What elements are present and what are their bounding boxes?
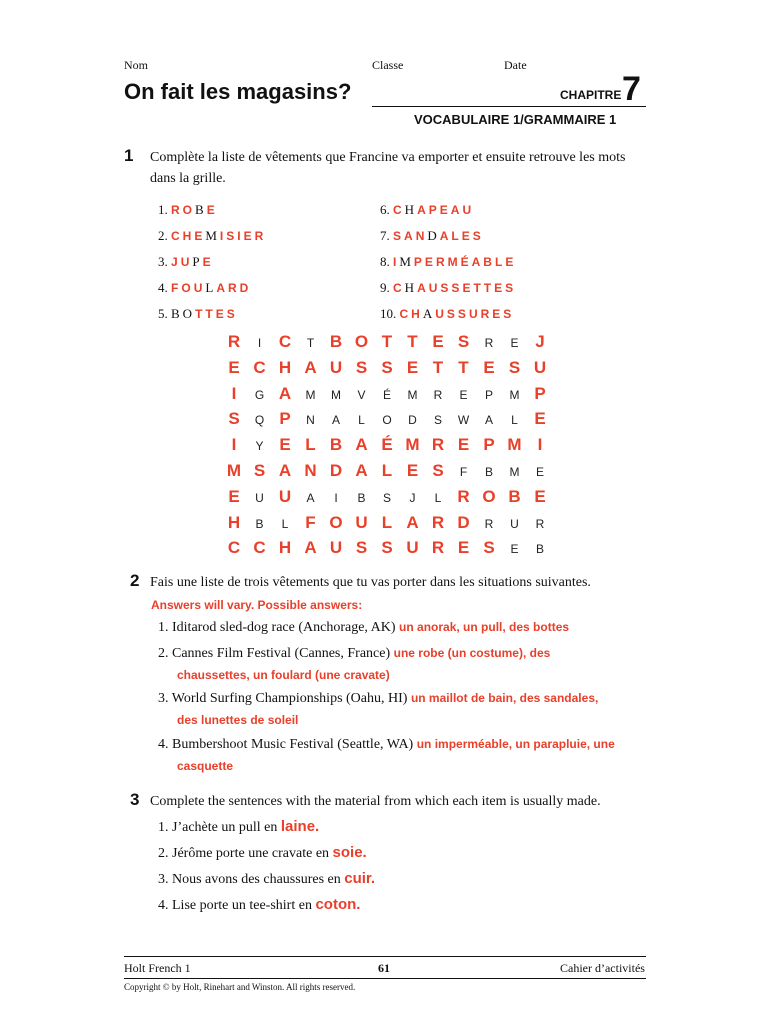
vocab-item [380, 280, 516, 296]
chapter-label: CHAPITRE [560, 88, 622, 102]
grid-cell[interactable]: L [358, 413, 365, 428]
vocab-item-number: 2. [158, 228, 171, 243]
vocab-item-number: 1. [158, 202, 171, 217]
grid-cell[interactable]: U [533, 357, 547, 377]
vocab-letter: U [435, 307, 447, 321]
item-answer[interactable]: un maillot de bain, des sandales, [410, 691, 599, 705]
item-number: 4. [158, 898, 169, 913]
vocab-letter: E [424, 255, 436, 269]
item-text: Lise porte un tee-shirt en [172, 898, 312, 913]
grid-cell[interactable]: A [331, 413, 340, 428]
grid-cell[interactable]: U [278, 486, 292, 506]
grid-cell[interactable]: H [278, 357, 292, 377]
footer-book-title: Holt French 1 [124, 961, 191, 975]
vocab-item-word[interactable] [393, 203, 474, 217]
vocab-item-word[interactable] [393, 229, 484, 243]
item-number: 4. [158, 737, 169, 752]
vocab-letter: R [480, 307, 493, 321]
section-1-instruction-line1: Complète la liste de vêtements que Francine va emporter et ensuite retrouve les mots [150, 150, 626, 165]
vocab-item-number: 3. [158, 254, 171, 269]
grid-cell[interactable]: M [509, 387, 520, 402]
grid-cell[interactable]: E [534, 486, 546, 506]
vocab-item-number: 9. [380, 280, 393, 295]
vocab-item [380, 306, 514, 322]
vocab-item-number: 6. [380, 202, 393, 217]
chapter-number: 7 [622, 70, 641, 108]
grid-cell[interactable]: L [305, 435, 316, 455]
grid-cell[interactable]: T [432, 357, 444, 377]
grid-cell[interactable]: F [305, 512, 316, 532]
vocab-letter: E [439, 203, 451, 217]
grid-cell[interactable]: R [535, 516, 545, 531]
vocab-item [380, 228, 484, 244]
vocab-letter: M [205, 228, 220, 243]
footer-workbook: Cahier d’activités [560, 961, 645, 975]
grid-cell[interactable]: E [228, 486, 240, 506]
vocab-letter: E [492, 307, 504, 321]
grid-cell[interactable]: E [510, 336, 519, 350]
grid-cell[interactable]: C [227, 538, 241, 558]
list-item [158, 691, 598, 707]
item-answer[interactable]: laine. [280, 818, 320, 835]
vocab-letter: I [393, 255, 400, 269]
grid-cell[interactable]: L [381, 461, 393, 480]
vocab-letter: O [182, 306, 196, 321]
grid-cell[interactable]: I [537, 435, 543, 455]
grid-cell[interactable]: S [433, 413, 442, 428]
section-3-number: 3 [130, 790, 140, 809]
grid-cell[interactable]: W [457, 413, 470, 428]
vocab-letter: H [182, 229, 195, 243]
vocab-item-number: 8. [380, 254, 393, 269]
vocab-item-number: 5. [158, 306, 171, 321]
vocab-letter: I [219, 229, 227, 243]
grid-cell[interactable]: S [457, 332, 470, 351]
vocab-item [380, 254, 516, 270]
grid-cell[interactable]: R [431, 435, 445, 455]
vocab-letter: F [171, 281, 182, 295]
grid-cell[interactable]: P [484, 387, 493, 402]
grid-cell[interactable]: O [329, 512, 343, 532]
grid-cell[interactable]: S [355, 357, 368, 377]
grid-cell[interactable]: P [279, 409, 291, 429]
grid-cell[interactable]: A [355, 435, 368, 455]
grid-cell[interactable]: E [510, 542, 519, 557]
footer-rule [124, 956, 646, 957]
list-item [158, 870, 375, 888]
grid-cell[interactable]: L [281, 516, 289, 531]
grid-cell[interactable]: B [329, 435, 343, 455]
grid-cell[interactable]: M [407, 387, 418, 402]
vocab-letter: R [435, 255, 448, 269]
vocab-item-word[interactable] [171, 307, 238, 321]
grid-cell[interactable]: O [482, 486, 496, 506]
grid-cell[interactable]: E [406, 461, 419, 480]
vocab-letter: E [215, 307, 227, 321]
grid-cell[interactable]: T [306, 336, 315, 350]
vocab-item-number: 10. [380, 306, 400, 321]
grid-cell[interactable]: A [304, 357, 317, 377]
vocab-letter: E [494, 281, 506, 295]
grid-cell[interactable]: S [382, 490, 391, 505]
grid-cell[interactable]: S [381, 357, 393, 377]
grid-cell[interactable]: E [228, 357, 240, 377]
grid-cell[interactable]: D [457, 512, 470, 532]
section-1-number: 1 [124, 146, 134, 165]
grid-cell[interactable]: B [484, 465, 493, 479]
vocab-item-number: 7. [380, 228, 393, 243]
vocab-letter: A [422, 306, 436, 321]
vocab-letter: R [254, 229, 267, 243]
grid-cell[interactable]: R [484, 516, 494, 531]
grid-cell[interactable]: T [381, 332, 393, 351]
copyright-rule [124, 978, 646, 979]
grid-cell[interactable]: R [484, 336, 494, 350]
vocab-letter: H [404, 202, 418, 217]
vocab-item-word[interactable] [171, 203, 218, 217]
grid-cell[interactable]: T [458, 357, 469, 377]
section-subtitle: VOCABULAIRE 1/GRAMMAIRE 1 [414, 112, 617, 127]
grid-cell[interactable]: T [407, 332, 418, 351]
vocab-item-word[interactable] [171, 229, 266, 243]
grid-cell[interactable]: R [431, 538, 445, 558]
copyright-notice: Copyright © by Holt, Rinehart and Winston. All rights reserved. [124, 982, 356, 992]
grid-cell[interactable]: J [535, 332, 545, 351]
grid-cell[interactable]: S [253, 461, 266, 480]
item-number: 2. [158, 646, 169, 661]
vocab-letter: P [192, 254, 203, 269]
grid-cell[interactable]: H [278, 538, 292, 558]
grid-cell[interactable]: M [331, 387, 341, 402]
vocab-letter: N [415, 229, 428, 243]
grid-cell[interactable]: U [329, 357, 343, 377]
vocab-letter: E [462, 281, 474, 295]
vocab-letter: L [494, 255, 506, 269]
grid-cell[interactable]: U [355, 512, 368, 532]
item-number: 3. [158, 691, 169, 706]
section-2-number: 2 [130, 571, 140, 590]
item-answer-continued[interactable]: chaussettes, un foulard (une cravate) [177, 668, 390, 682]
grid-cell[interactable]: Y [255, 439, 264, 454]
grid-cell[interactable]: A [278, 383, 292, 403]
item-text: Nous avons des chaussures en [172, 872, 341, 887]
vocab-letter: M [447, 255, 461, 269]
grid-cell[interactable]: R [433, 387, 443, 402]
grid-cell[interactable]: C [253, 357, 266, 377]
vocab-letter: A [417, 281, 429, 295]
grid-cell[interactable]: É [381, 435, 393, 455]
vocab-item-word[interactable] [393, 255, 516, 269]
grid-cell[interactable]: Q [254, 413, 265, 428]
grid-cell[interactable]: N [304, 461, 317, 480]
vocab-letter: E [206, 203, 218, 217]
vocab-letter: E [505, 255, 517, 269]
vocab-letter: A [471, 255, 484, 269]
vocab-letter: A [439, 229, 452, 243]
grid-cell[interactable]: M [305, 387, 316, 402]
item-number: 1. [158, 820, 169, 835]
grid-cell[interactable]: A [304, 538, 317, 558]
item-answer[interactable]: soie. [332, 844, 367, 861]
grid-cell[interactable]: I [257, 336, 262, 350]
vocab-letter: B [483, 255, 495, 269]
vocab-letter: O [181, 281, 194, 295]
vocab-letter: B [195, 202, 207, 217]
vocab-letter: S [457, 307, 469, 321]
grid-cell[interactable]: E [534, 409, 546, 429]
item-answer-continued[interactable]: casquette [177, 759, 234, 773]
vocab-letter: T [195, 307, 206, 321]
grid-cell[interactable]: S [228, 409, 240, 429]
vocab-item-word[interactable] [171, 255, 214, 269]
vocab-letter: U [428, 281, 441, 295]
vocab-letter: U [468, 307, 481, 321]
grid-cell[interactable]: B [535, 542, 544, 557]
vocab-letter: L [451, 229, 462, 243]
grid-cell[interactable]: O [354, 332, 369, 351]
vocab-letter: S [440, 281, 452, 295]
vocab-letter: S [393, 229, 405, 243]
grid-cell[interactable]: U [406, 538, 419, 558]
item-number: 1. [158, 620, 169, 635]
grid-cell[interactable]: B [357, 490, 366, 505]
grid-cell[interactable]: A [355, 461, 368, 480]
date-label: Date [504, 58, 527, 72]
grid-cell[interactable]: R [227, 332, 241, 351]
grid-cell[interactable]: G [254, 387, 265, 402]
vocab-letter: M [399, 254, 414, 269]
vocab-letter: C [399, 307, 412, 321]
list-item [158, 646, 550, 662]
grid-cell[interactable]: A [306, 490, 315, 505]
vocab-letter: S [446, 307, 458, 321]
vocab-letter: U [180, 255, 193, 269]
grid-cell[interactable]: D [408, 413, 417, 428]
nom-label: Nom [124, 58, 148, 72]
list-item [158, 620, 569, 636]
vocab-letter: E [461, 229, 473, 243]
grid-cell[interactable]: S [355, 538, 368, 558]
vocab-item [158, 228, 266, 244]
grid-cell[interactable]: R [431, 512, 445, 532]
vocab-letter: É [460, 255, 472, 269]
grid-cell[interactable]: S [381, 538, 393, 558]
grid-cell[interactable]: É [382, 387, 391, 402]
vocab-letter: O [182, 203, 196, 217]
section-3-instruction: Complete the sentences with the material from which each item is usually made. [150, 794, 601, 809]
grid-cell[interactable]: P [483, 435, 495, 455]
vocab-item-word[interactable] [171, 281, 251, 295]
grid-cell[interactable]: N [306, 413, 315, 428]
item-answer[interactable]: cuir. [344, 870, 376, 887]
item-answer-continued[interactable]: des lunettes de soleil [177, 713, 299, 727]
vocab-letter: A [404, 229, 416, 243]
vocab-letter: D [427, 228, 440, 243]
grid-cell[interactable]: C [278, 332, 292, 351]
vocab-letter: P [413, 255, 425, 269]
vocab-item [380, 202, 474, 218]
grid-cell[interactable]: E [406, 357, 419, 377]
vocab-letter: S [505, 281, 517, 295]
grid-cell[interactable]: D [329, 461, 343, 480]
vocab-letter: A [450, 203, 463, 217]
vocab-letter: H [404, 280, 418, 295]
grid-cell[interactable]: E [279, 435, 291, 455]
grid-cell[interactable]: B [255, 516, 264, 531]
item-answer[interactable]: coton. [315, 896, 361, 913]
vocab-letter: A [216, 281, 228, 295]
list-item [158, 737, 615, 753]
vocab-letter: E [194, 229, 206, 243]
item-text: J’achète un pull en [172, 820, 278, 835]
grid-cell[interactable]: U [510, 516, 519, 531]
item-text: Jérôme porte une cravate en [172, 846, 330, 861]
grid-cell[interactable]: S [432, 461, 444, 480]
grid-cell[interactable]: M [507, 435, 522, 455]
item-text: Cannes Film Festival (Cannes, France) [172, 646, 391, 661]
grid-cell[interactable]: O [382, 413, 392, 428]
grid-cell[interactable]: A [484, 413, 493, 428]
grid-cell[interactable]: L [434, 490, 442, 505]
grid-cell[interactable]: F [459, 465, 468, 479]
grid-cell[interactable]: I [231, 435, 237, 455]
vocab-letter: S [472, 229, 484, 243]
grid-cell[interactable]: R [457, 486, 470, 506]
header-rule [372, 106, 646, 107]
item-answer[interactable]: une robe (un costume), des [393, 646, 551, 660]
vocab-letter: R [227, 281, 240, 295]
grid-cell[interactable]: E [457, 538, 470, 558]
vocab-letter: S [226, 229, 238, 243]
grid-cell[interactable]: E [459, 387, 468, 402]
grid-cell[interactable]: S [508, 357, 521, 377]
item-answer[interactable]: un imperméable, un parapluie, une [416, 737, 615, 751]
vocab-letter: H [411, 307, 423, 321]
classe-label: Classe [372, 58, 404, 72]
grid-cell[interactable]: U [329, 538, 343, 558]
page-number: 61 [378, 961, 390, 975]
grid-cell[interactable]: C [253, 538, 266, 558]
grid-cell[interactable]: V [357, 387, 366, 402]
grid-cell[interactable]: A [278, 461, 292, 480]
grid-cell[interactable]: E [535, 465, 544, 479]
vocab-letter: A [417, 203, 429, 217]
vocab-letter: S [451, 281, 463, 295]
grid-cell[interactable]: A [406, 512, 419, 532]
grid-cell[interactable]: E [483, 357, 495, 377]
grid-cell[interactable]: M [226, 461, 242, 480]
vocab-letter: T [483, 281, 495, 295]
grid-cell[interactable]: H [227, 512, 241, 532]
grid-cell[interactable]: I [334, 490, 338, 505]
item-number: 2. [158, 846, 169, 861]
grid-cell[interactable]: S [483, 538, 495, 558]
vocab-letter: P [428, 203, 440, 217]
vocab-letter: I [237, 229, 244, 243]
section-1-instruction [150, 147, 625, 189]
grid-cell[interactable]: B [508, 486, 521, 506]
vocab-letter: U [193, 281, 206, 295]
vocab-letter: D [239, 281, 252, 295]
vocab-letter: E [243, 229, 255, 243]
vocab-letter: C [171, 229, 183, 243]
vocab-letter: S [226, 307, 238, 321]
grid-cell[interactable]: U [255, 490, 264, 505]
item-number: 3. [158, 872, 169, 887]
vocab-letter: C [393, 281, 405, 295]
grid-cell[interactable]: B [329, 332, 343, 351]
vocab-letter: J [171, 255, 181, 269]
grid-cell[interactable]: I [231, 383, 237, 403]
list-item [158, 844, 367, 862]
vocab-letter: T [473, 281, 484, 295]
vocab-item-word[interactable] [400, 307, 515, 321]
grid-cell[interactable]: L [511, 413, 518, 428]
page-title: On fait les magasins? [124, 79, 352, 104]
grid-cell[interactable]: J [409, 490, 416, 505]
vocab-letter: B [171, 306, 183, 321]
grid-cell[interactable]: M [405, 435, 420, 455]
vocab-item [158, 202, 218, 218]
list-item [158, 818, 319, 836]
section-1-instruction-line2: dans la grille. [150, 171, 226, 186]
vocab-letter: R [171, 203, 183, 217]
item-answer[interactable]: un anorak, un pull, des bottes [399, 620, 570, 634]
vocab-letter: S [503, 307, 515, 321]
vocab-item-word[interactable] [393, 281, 516, 295]
vocab-letter: E [202, 255, 214, 269]
grid-cell[interactable]: L [381, 512, 393, 532]
section-2-instruction: Fais une liste de trois vêtements que tu vas porter dans les situations suivantes. [150, 575, 591, 590]
grid-cell[interactable]: M [509, 465, 520, 479]
vocab-letter: L [205, 280, 217, 295]
vocab-letter: U [462, 203, 475, 217]
item-text: Bumbershoot Music Festival (Seattle, WA) [172, 737, 414, 752]
grid-cell[interactable]: E [432, 332, 444, 351]
vocab-letter: C [393, 203, 405, 217]
item-text: Iditarod sled-dog race (Anchorage, AK) [172, 620, 396, 635]
vocab-item [158, 306, 238, 322]
vocab-letter: T [205, 307, 216, 321]
list-item [158, 896, 360, 914]
section-2-note: Answers will vary. Possible answers: [151, 598, 363, 612]
item-text: World Surfing Championships (Oahu, HI) [171, 691, 408, 706]
vocab-item [158, 280, 251, 296]
grid-cell[interactable]: P [534, 383, 546, 403]
vocab-item-number: 4. [158, 280, 171, 295]
vocab-item [158, 254, 214, 270]
grid-cell[interactable]: E [457, 435, 470, 455]
